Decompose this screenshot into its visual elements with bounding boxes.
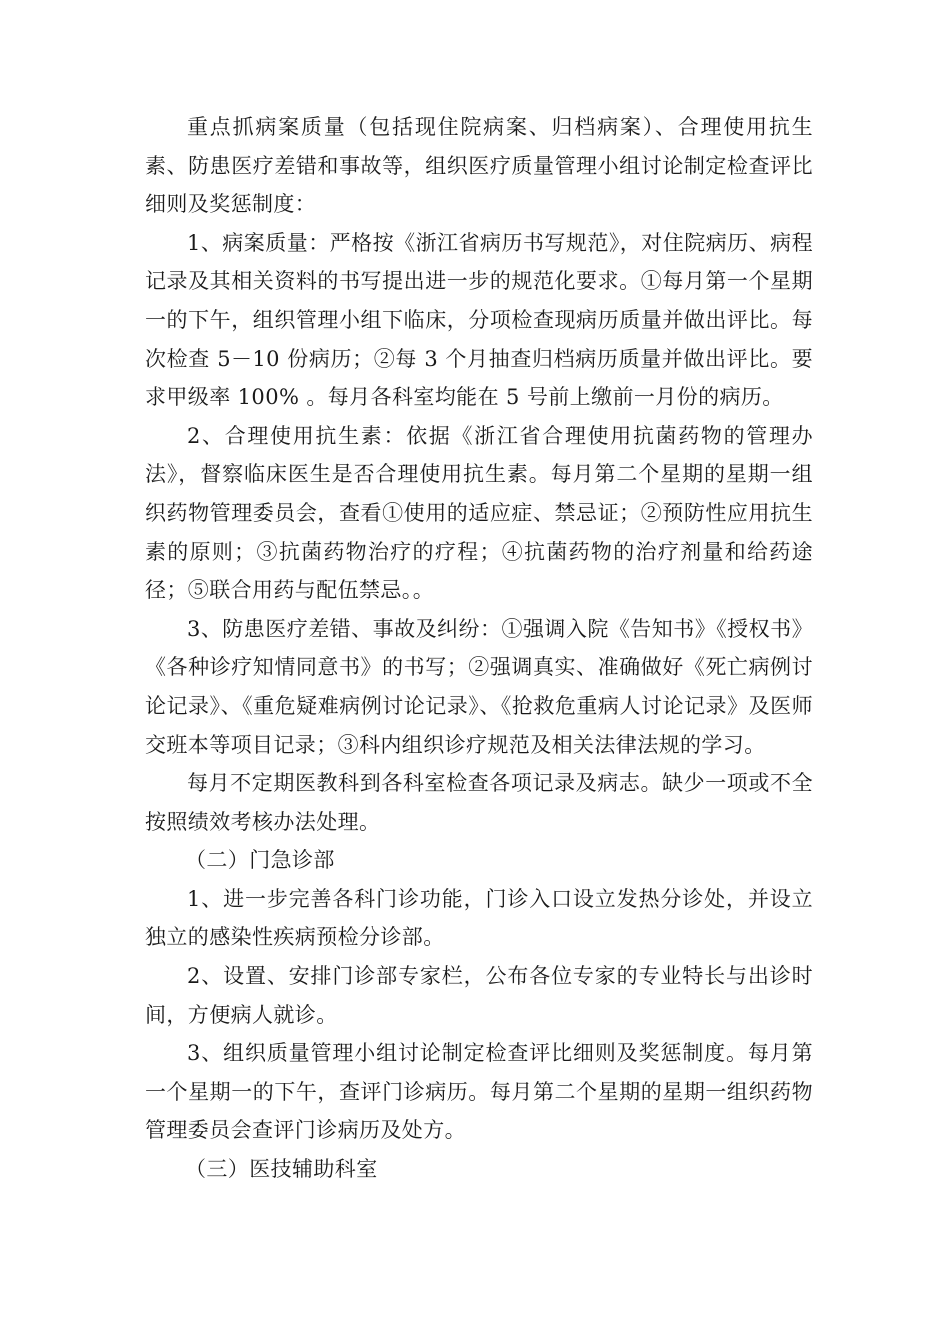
- paragraph-outpatient-function: 1、进一步完善各科门诊功能，门诊入口设立发热分诊处，并设立独立的感染性疾病预检分诊部。: [145, 886, 813, 950]
- paragraph-outpatient-evaluation: 3、组织质量管理小组讨论制定检查评比细则及奖惩制度。每月第一个星期一的下午，查评门诊病历。每月第二个星期的星期一组织药物管理委员会查评门诊病历及处方。: [145, 1041, 813, 1143]
- paragraph-monthly-inspection: 每月不定期医教科到各科室检查各项记录及病志。缺少一项或不全按照绩效考核办法处理。: [145, 771, 813, 834]
- paragraph-error-prevention: 3、防患医疗差错、事故及纠纷：①强调入院《告知书》《授权书》《各种诊疗知情同意书》的书写；②强调真实、准确做好《死亡病例讨论记录》、《重危疑难病例讨论记录》、《抢救危重病人讨论记录》及医师交班本等项目记录；③科内组织诊疗规范及相关法律法规的学习。: [145, 616, 813, 757]
- paragraph-intro: 重点抓病案质量（包括现住院病案、归档病案）、合理使用抗生素、防患医疗差错和事故等，组织医疗质量管理小组讨论制定检查评比细则及奖惩制度：: [145, 115, 813, 217]
- paragraph-medical-record-quality: 1、病案质量：严格按《浙江省病历书写规范》，对住院病历、病程记录及其相关资料的书写提出进一步的规范化要求。①每月第一个星期一的下午，组织管理小组下临床，分项检查现病历质量并做出评比。每次检查 5－10 份病历；②每 3 个月抽查归档病历质量并做出评比。要求甲级率 100% 。每月各科室均能在 5 号前上缴前一月份的病历。: [145, 230, 813, 410]
- paragraph-expert-board: 2、设置、安排门诊部专家栏，公布各位专家的专业特长与出诊时间，方便病人就诊。: [145, 964, 813, 1027]
- paragraph-antibiotics-use: 2、合理使用抗生素：依据《浙江省合理使用抗菌药物的管理办法》，督察临床医生是否合理使用抗生素。每月第二个星期的星期一组织药物管理委员会，查看①使用的适应症、禁忌证；②预防性应用抗生素的原则；③抗菌药物治疗的疗程；④抗菌药物的治疗剂量和给药途径；⑤联合用药与配伍禁忌。。: [145, 423, 813, 603]
- document-body: [145, 108, 813, 1189]
- section-heading-outpatient: （二）门急诊部: [185, 848, 335, 873]
- section-heading-medical-technology: （三）医技辅助科室: [185, 1157, 378, 1182]
